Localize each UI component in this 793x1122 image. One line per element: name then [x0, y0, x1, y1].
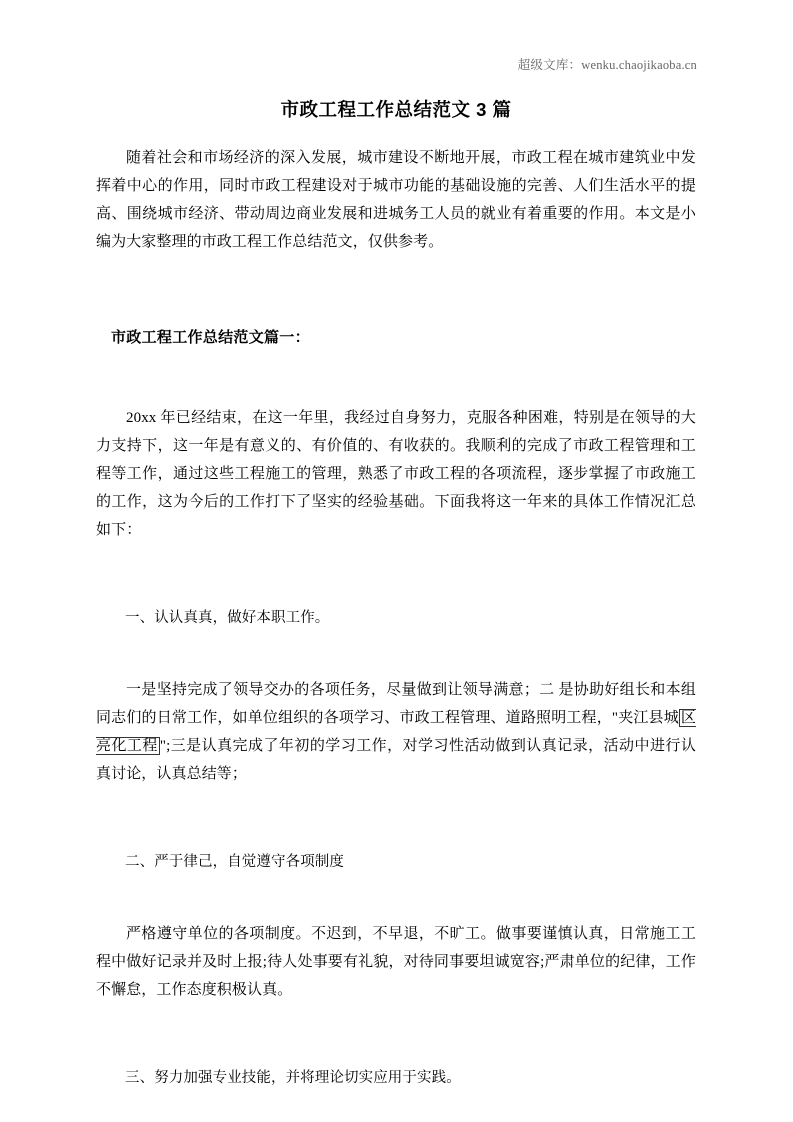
spacer: [96, 632, 696, 676]
item-1-text-a: 一是坚持完成了领导交办的各项任务，尽量做到让领导满意；二 是协助好组长和本组同志们的日常工作，如单位组织的各项学习、市政工程管理、道路照明工程，"夹江县城: [96, 682, 696, 726]
spacer: [96, 352, 696, 404]
watermark-text: 超级文库：wenku.chaojikaoba.cn: [517, 58, 697, 72]
highlighted-phrase: 区亮化工程: [96, 710, 696, 754]
page-title: 市政工程工作总结范文 3 篇: [280, 99, 512, 120]
spacer: [96, 560, 696, 604]
item-1-text-b: ";三是认真完成了年初的学习工作，对学习性活动做到认真记录，活动中进行认真讨论，认真总结等；: [96, 738, 696, 782]
section-1-paragraph: 20xx 年已经结束，在这一年里，我经过自身努力，克服各种困难，特别是在领导的大力支持下，这一年是有意义的、有价值的、有收获的。我顺利的完成了市政工程管理和工程等工作，通过这些工程施工的管理，熟悉了市政工程的各项流程，逐步掌握了市政施工的工作，这为今后的工作打下了坚实的经验基础。下面我将这一年来的具体工作情况汇总如下：: [96, 410, 696, 538]
spacer: [96, 272, 696, 324]
item-heading-3: 三、努力加强专业技能，并将理论切实应用于实践。: [125, 1070, 461, 1086]
item-heading-1: 一、认认真真，做好本职工作。: [125, 610, 330, 626]
item-1-paragraph: [96, 676, 696, 788]
section-heading-1: 市政工程工作总结范文篇一：: [111, 329, 310, 346]
document-content: [96, 96, 696, 1092]
spacer: [96, 876, 696, 920]
item-2-paragraph: 严格遵守单位的各项制度。不迟到，不早退，不旷工。做事要谨慎认真，日常施工工程中做好记录并及时上报;待人处事要有礼貌，对待同事要坦诚宽容;严肃单位的纪律，工作不懈怠，工作态度积极认真。: [96, 926, 696, 998]
intro-paragraph: 随着社会和市场经济的深入发展，城市建设不断地开展，市政工程在城市建筑业中发挥着中心的作用，同时市政工程建设对于城市功能的基础设施的完善、人们生活水平的提高、围绕城市经济、带动周边商业发展和进城务工人员的就业有着重要的作用。本文是小编为大家整理的市政工程工作总结范文，仅供参考。: [96, 150, 696, 250]
spacer: [96, 804, 696, 848]
item-heading-2: 二、严于律己，自觉遵守各项制度: [125, 854, 344, 870]
spacer: [96, 1020, 696, 1064]
